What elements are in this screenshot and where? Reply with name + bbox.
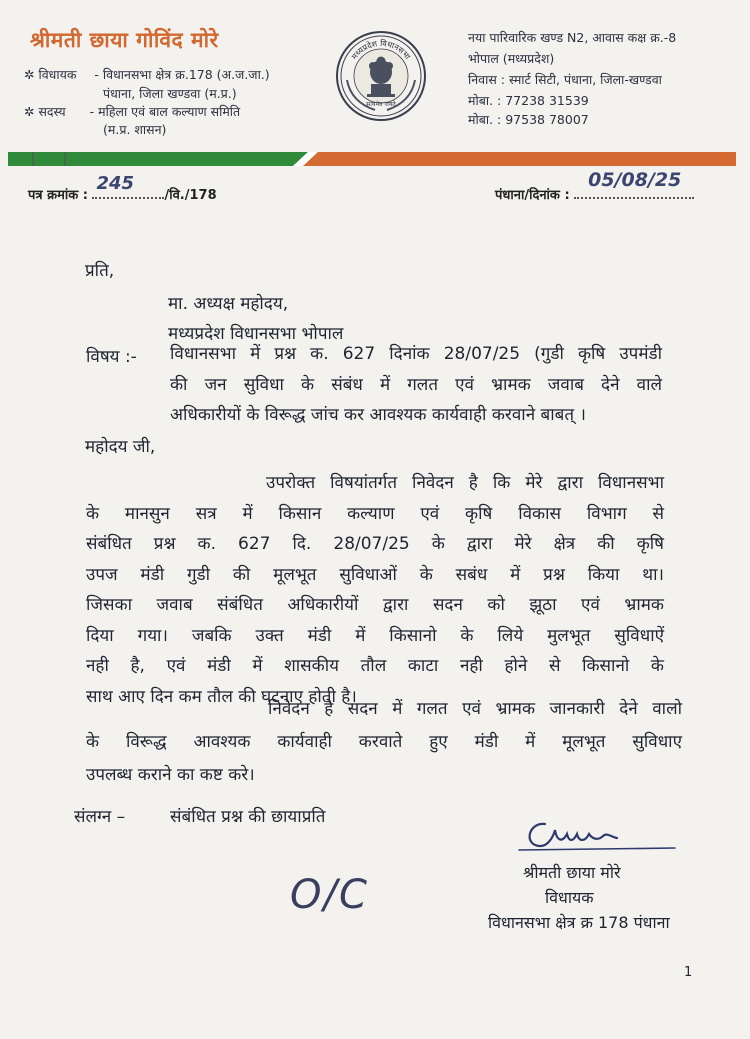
signatory-constituency: विधानसभा क्षेत्र क्र 178 पंधाना	[488, 913, 670, 932]
subject-block	[170, 339, 662, 431]
letterhead-name: श्रीमती छाया गोविंद मोरे	[30, 28, 219, 52]
subject-label: विषय :-	[86, 347, 137, 367]
signature-icon	[515, 808, 685, 858]
member-row: ✲ सदस्य - महिला एवं बाल कल्याण समिति	[24, 104, 241, 119]
handwritten-date: 05/08/25	[588, 169, 682, 191]
reference-label: पत्र क्रमांक :	[28, 188, 88, 203]
mobile-1: मोबा. : 77238 31539	[468, 93, 589, 108]
reference-row	[28, 173, 217, 203]
date-label: पंधाना/दिनांक :	[495, 188, 570, 203]
handwritten-note: O/C	[290, 872, 369, 918]
paragraph-line: साथ आए दिन कम तौल की घटनाए होती है।	[86, 686, 357, 707]
signatory-name: श्रीमती छाया मोरे	[523, 863, 621, 882]
address-line3: निवास : स्मार्ट सिटी, पंधाना, जिला-खण्डवा	[468, 72, 662, 87]
member-line2: (म.प्र. शासन)	[103, 122, 167, 137]
member-label: सदस्य	[38, 104, 66, 119]
page-number: 1	[684, 965, 693, 980]
addressee-line1: मा. अध्यक्ष महोदय,	[168, 294, 289, 314]
enclosure-text: संबंधित प्रश्न की छायाप्रति	[170, 807, 326, 827]
asterisk-icon: ✲	[24, 67, 35, 82]
addressee-line2: मध्यप्रदेश विधानसभा भोपाल	[168, 324, 344, 344]
paragraph-2	[86, 693, 682, 792]
address-line2: भोपाल (मध्यप्रदेश)	[468, 51, 555, 66]
paragraph-line: जिसका जवाब संबंधित अधिकारीयों द्वारा सदन को झूठा एवं भ्रामक	[86, 595, 664, 615]
paragraph-line: उपज मंडी गुडी की मूलभूत सुविधाओं के सबंध में प्रश्न किया था।	[86, 564, 664, 585]
vidhan-sabha-emblem-icon	[335, 30, 427, 122]
to-line: प्रति,	[85, 261, 115, 281]
paragraph-line: उपलब्ध कराने का कष्ट करे।	[86, 765, 255, 785]
paragraph-line: नही है, एवं मंडी में शासकीय तौल काटा नही होने से किसानो के	[86, 656, 664, 676]
signatory-title: विधायक	[545, 888, 594, 907]
subject-line: की जन सुविधा के संबंध में गलत एवं भ्रामक जवाब देने वाले	[170, 374, 662, 395]
header-color-band	[8, 152, 736, 166]
asterisk-icon: ✲	[24, 104, 35, 119]
subject-line: अधिकारीयों के विरूद्ध जांच कर आवश्यक कार्यवाही करवाने बाबत् ।	[170, 405, 586, 425]
paragraph-line: निवेदन है सदन में गलत एवं भ्रामक जानकारी देने वालो	[268, 699, 682, 719]
subject-line: विधानसभा में प्रश्न क. 627 दिनांक 28/07/25 (गुडी कृषि उपमंडी	[170, 344, 662, 364]
reference-number: 245	[96, 173, 135, 194]
date-row	[495, 169, 694, 203]
mobile-2: मोबा. : 97538 78007	[468, 112, 589, 127]
paragraph-1	[86, 468, 664, 712]
paragraph-line: दिया गया। जबकि उक्त मंडी में किसानो के लिये मुलभूत सुविधाऐं	[86, 625, 664, 646]
designation-label: विधायक	[38, 67, 77, 82]
paragraph-line: के विरूद्ध आवश्यक कार्यवाही करवाते हुए मंडी में मूलभूत सुविधाए	[86, 732, 682, 752]
designation-line2: पंधाना, जिला खण्डवा (म.प्र.)	[103, 86, 237, 101]
designation-row: ✲ विधायक - विधानसभा क्षेत्र क्र.178 (अ.ज.जा.)	[24, 67, 270, 82]
emblem-top-text: मध्यप्रदेश विधानसभा	[349, 38, 412, 62]
address-line1: नया पारिवारिक खण्ड N2, आवास कक्ष क्र.-8	[468, 30, 677, 45]
paragraph-line: उपरोक्त विषयांतर्गत निवेदन है कि मेरे द्वारा विधानसभा	[266, 473, 664, 493]
paragraph-line: संबंधित प्रश्न क. 627 दि. 28/07/25 के द्वारा मेरे क्षेत्र की कृषि	[86, 534, 664, 554]
paragraph-line: के मानसुन सत्र में किसान कल्याण एवं कृषि विकास विभाग से	[86, 503, 664, 524]
enclosure-label: संलग्न –	[74, 807, 126, 827]
member-line1: महिला एवं बाल कल्याण समिति	[98, 104, 241, 119]
salutation: महोदय जी,	[85, 437, 156, 457]
emblem-motto: सत्यमेव जयते	[366, 101, 396, 108]
designation-line1: विधानसभा क्षेत्र क्र.178 (अ.ज.जा.)	[102, 67, 270, 82]
reference-suffix: /वि./178	[164, 188, 217, 203]
